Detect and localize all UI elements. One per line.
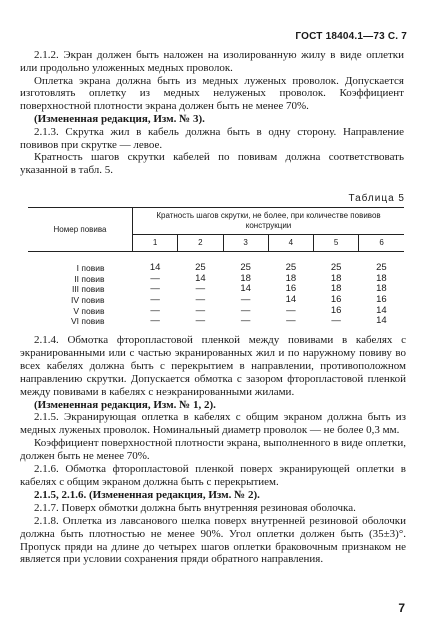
- table-cell: 16: [330, 304, 342, 316]
- page-header: ГОСТ 18404.1—73 С. 7: [295, 31, 407, 42]
- table-row: [28, 295, 404, 306]
- column-header-5: 5: [314, 235, 359, 252]
- table-cell: 14: [285, 294, 297, 306]
- table-cell: —: [195, 283, 206, 295]
- table-cell: 18: [330, 283, 342, 295]
- paragraph-lay-ratio: Кратность шагов скрутки кабелей по повивам должна соответствовать указанной в табл. 5.: [20, 151, 404, 177]
- paragraph-2-1-4: 2.1.4. Обмотка фторопластовой пленкой между повивами в кабелях с экранированными или с частью экранированных жил и по наружному повиву во всех кабелях должна быть с перекрытием в направлении, противоположном направлению скрутки. Допускается обмотка с зазором фторопластовой пленкой между повивами в кабелях с неэкранированными жилами.: [20, 334, 406, 398]
- table-cell: —: [286, 315, 296, 327]
- table-row: [28, 252, 404, 274]
- row-label: V повив: [73, 305, 105, 316]
- amendment-note-2: 2.1.5, 2.1.6. (Измененная редакция, Изм. № 2).: [34, 488, 260, 501]
- row-label: III повив: [71, 284, 105, 295]
- table-cell: 16: [330, 294, 342, 306]
- table-cell: 18: [330, 272, 342, 284]
- table-cell: 14: [376, 304, 387, 316]
- table-cell: —: [150, 304, 160, 316]
- row-label: II повив: [74, 273, 105, 284]
- row-label: I повив: [76, 263, 105, 274]
- table-cell: 14: [240, 283, 251, 295]
- table-cell: —: [195, 315, 206, 327]
- row-label: VI повив: [70, 316, 105, 327]
- table-cell: —: [195, 294, 206, 306]
- table-cell: 18: [376, 283, 387, 295]
- text-block-top: [20, 49, 404, 177]
- table-cell: 25: [285, 262, 297, 274]
- table-cell: 25: [195, 262, 206, 274]
- paragraph-2-1-5: 2.1.5. Экранирующая оплетка в кабелях с общим экраном должна быть из медных луженых проволок. Номинальный диаметр проволок — не более 0,3 мм.: [20, 411, 406, 437]
- column-header-3: 3: [223, 235, 268, 252]
- paragraph-2-1-6: 2.1.6. Обмотка фторопластовой пленкой поверх экранирующей оплетки в кабелях с общим экраном должна быть с перекрытием.: [20, 463, 406, 488]
- column-header-layer-number: Номер повива: [28, 208, 133, 252]
- amendment-note-1-2: (Измененная редакция, Изм. № 1, 2).: [34, 398, 216, 411]
- amendment-note-3: (Измененная редакция, Изм. № 3).: [34, 112, 205, 125]
- table-cell: —: [331, 315, 341, 327]
- table-cell: 16: [376, 294, 387, 306]
- table-cell: 18: [376, 272, 387, 284]
- table-cell: —: [150, 315, 160, 327]
- column-header-2: 2: [178, 235, 223, 252]
- table-row: [28, 316, 404, 327]
- table-cell: 14: [376, 315, 387, 327]
- table-cell: 18: [240, 272, 251, 284]
- table-row: [28, 284, 404, 295]
- paragraph-2-1-7: 2.1.7. Поверх обмотки должна быть внутренняя резиновая оболочка.: [34, 501, 356, 514]
- paragraph-screen-braid: Оплетка экрана должна быть из медных луженых проволок. Допускается изготовлять оплетку из медных нелуженых проволок. Коэффициент поверхностной плотности экрана должен быть не менее 70%.: [20, 74, 404, 113]
- paragraph-screen-coefficient: Коэффициент поверхностной плотности экрана, выполненного в виде оплетки, должен быть не менее 70%.: [20, 437, 406, 463]
- column-header-6: 6: [359, 235, 404, 252]
- row-label: IV повив: [70, 295, 105, 306]
- table-cell: 16: [285, 283, 297, 295]
- column-header-4: 4: [268, 235, 313, 252]
- table-cell: —: [286, 304, 296, 316]
- table-row: [28, 274, 404, 285]
- table-5: [28, 207, 404, 327]
- table-cell: —: [150, 272, 160, 284]
- table-cell: —: [150, 294, 160, 306]
- table-cell: —: [240, 315, 251, 327]
- table-row: [28, 305, 404, 316]
- table-cell: —: [240, 304, 251, 316]
- paragraph-2-1-8: 2.1.8. Оплетка из лавсанового шелка поверх внутренней резиновой оболочки должна быть плотностью не менее 90%. Угол оплетки должен быть (35±3)°. Пропуск пряди на длине до четырех шагов оплетки браковочным признаком не является при условии сохранения пряди обратного направления.: [20, 514, 406, 566]
- table-cell: 14: [195, 272, 206, 284]
- column-header-group: Кратность шагов скрутки, не более, при количестве повивов конструкции: [133, 208, 405, 235]
- table-cell: 18: [285, 272, 297, 284]
- paragraph-2-1-2: 2.1.2. Экран должен быть наложен на изолированную жилу в виде оплетки или продольно уложенных медных проволок.: [20, 49, 404, 74]
- column-header-1: 1: [133, 235, 178, 252]
- table-cell: 14: [149, 262, 161, 274]
- table-cell: 25: [330, 262, 342, 274]
- page-number: 7: [398, 601, 405, 615]
- table-cell: —: [195, 304, 206, 316]
- paragraph-2-1-3: 2.1.3. Скрутка жил в кабель должна быть в одну сторону. Направление повивов при скрутке — левое.: [20, 125, 404, 151]
- table-cell: —: [240, 294, 251, 306]
- text-block-bottom: [20, 334, 406, 566]
- table-cell: —: [150, 283, 160, 295]
- table-cell: 25: [376, 262, 387, 274]
- table-cell: 25: [240, 262, 251, 274]
- table-title: Таблица 5: [348, 193, 405, 204]
